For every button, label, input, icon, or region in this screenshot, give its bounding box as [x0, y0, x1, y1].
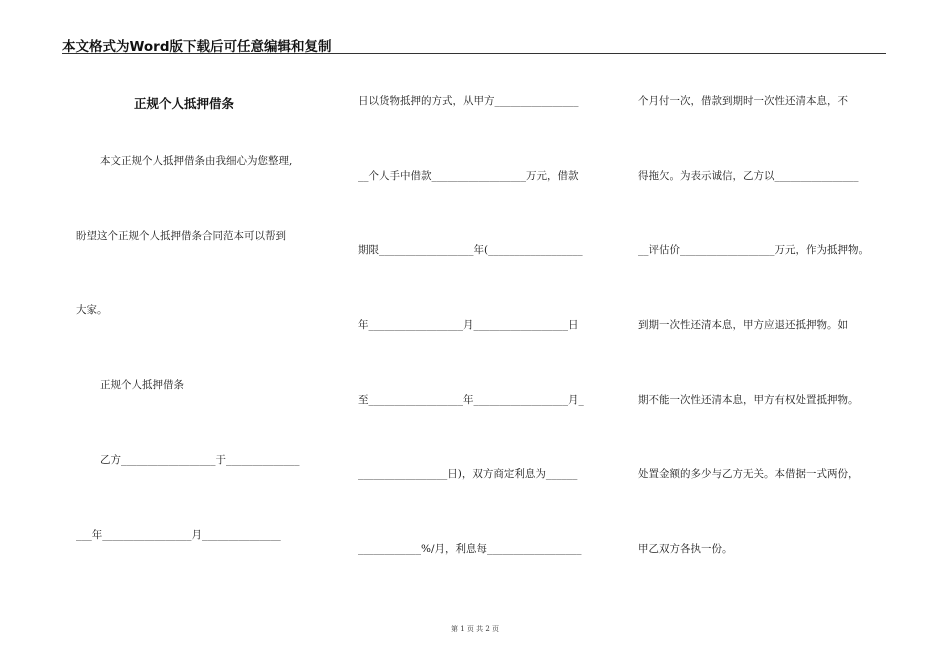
text-line: 个月付一次，借款到期时一次性还清本息，不 [638, 95, 848, 107]
text-line: 盼望这个正规个人抵押借条合同范本可以帮到 [76, 230, 286, 242]
page-number: 第 1 页 共 2 页 [450, 625, 500, 633]
text-line: 本文正规个人抵押借条由我细心为您整理, [100, 155, 293, 167]
text-line: 至__________________年__________________月_ [358, 394, 584, 406]
text-line: ____________%/月，利息每__________________ [358, 543, 582, 555]
text-line: __评估价__________________万元，作为抵押物。 [638, 244, 869, 256]
text-line: 处置金额的多少与乙方无关。本借据一式两份， [638, 468, 859, 480]
text-line: 得拖欠。为表示诚信，乙方以________________ [638, 170, 859, 182]
column-3 [638, 0, 898, 640]
text-line: 日以货物抵押的方式，从甲方________________ [358, 95, 579, 107]
text-line: 乙方__________________于______________ [100, 454, 300, 466]
doc-title: 正规个人抵押借条 [134, 96, 235, 111]
text-line: 甲乙双方各执一份。 [638, 543, 733, 555]
text-line: _________________日)，双方商定利息为______ [358, 468, 578, 480]
text-line: 大家。 [76, 304, 108, 316]
text-line: ___年_________________月_______________ [76, 529, 281, 541]
text-line: __个人手中借款__________________万元，借款 [358, 170, 579, 182]
column-1 [76, 0, 326, 640]
text-line: 年__________________月__________________日 [358, 319, 579, 331]
column-2 [358, 0, 608, 640]
text-line: 期不能一次性还清本息，甲方有权处置抵押物。 [638, 394, 859, 406]
section-heading: 正规个人抵押借条 [100, 379, 184, 391]
text-line: 到期一次性还清本息，甲方应退还抵押物。如 [638, 319, 848, 331]
header-text: 本文格式为Word版下载后可任意编辑和复制 [62, 39, 332, 55]
text-line: 期限__________________年(__________________ [358, 244, 583, 256]
